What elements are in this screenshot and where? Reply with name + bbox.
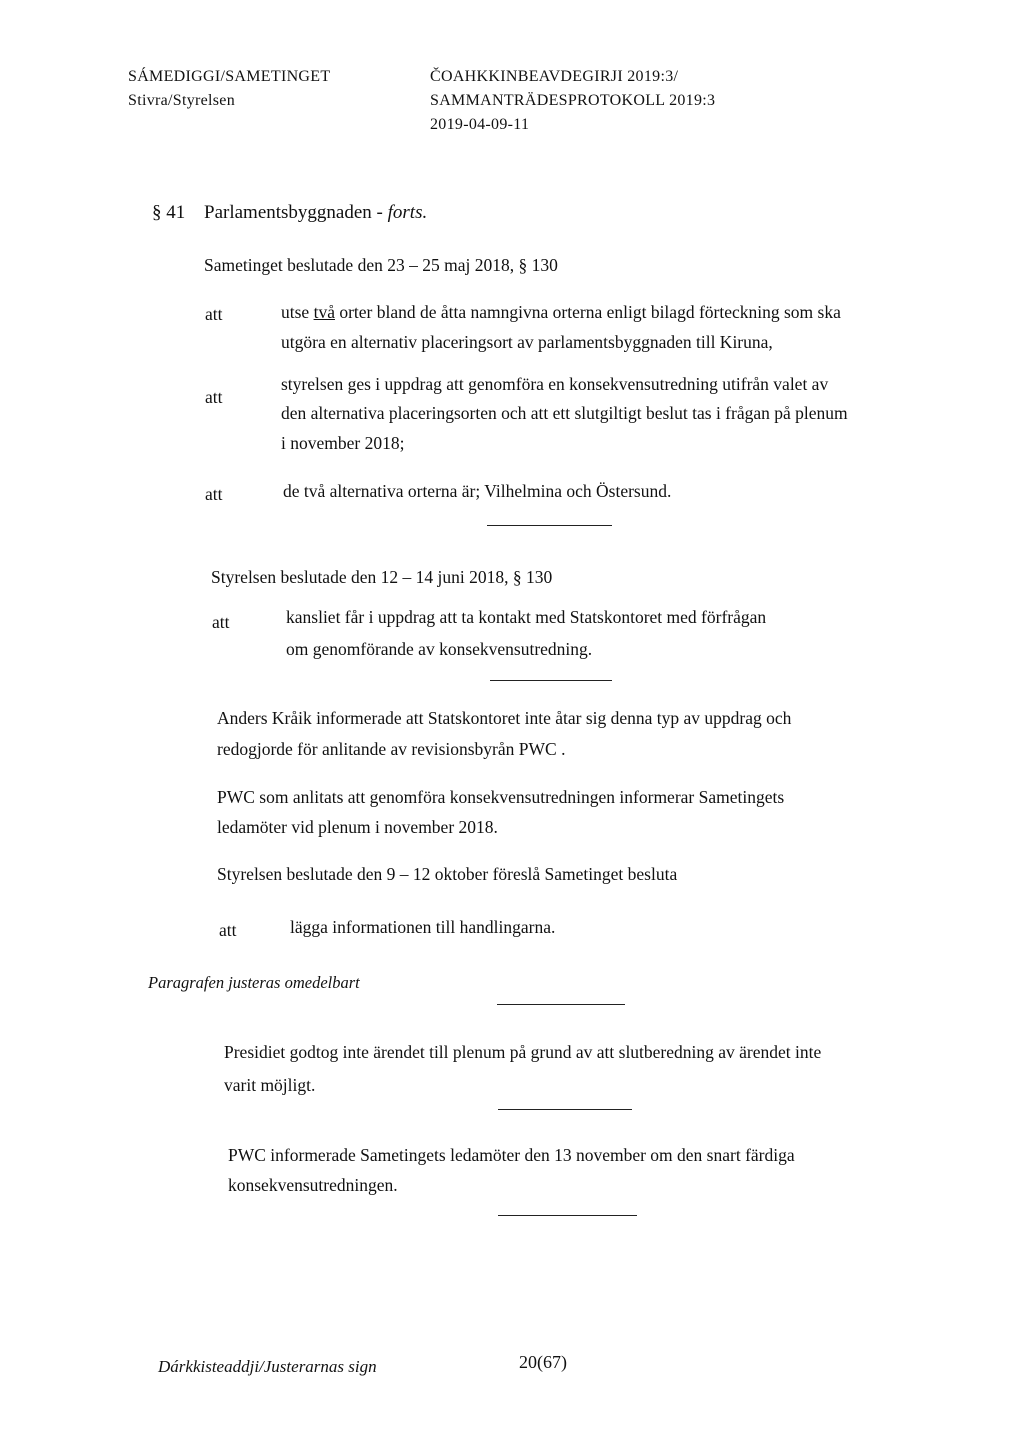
att-marker: att [205, 484, 223, 504]
decision-item-line: om genomförande av konsekvensutredning. [286, 639, 593, 659]
section-title-suffix: forts. [387, 202, 428, 223]
paragraph-line: ledamöter vid plenum i november 2018. [217, 817, 498, 837]
decision-item-line: styrelsen ges i uppdrag att genomföra en konsekvensutredning utifrån valet av [281, 374, 829, 394]
separator-line [490, 680, 612, 681]
protocol-number: SAMMANTRÄDESPROTOKOLL 2019:3 [430, 92, 716, 109]
protocol-title: ČOAHKKINBEAVDEGIRJI 2019:3/ [430, 68, 679, 85]
item-text-post: orter bland de åtta namngivna orterna enligt bilagd förteckning som ska [334, 302, 841, 322]
decision-item-line: kansliet får i uppdrag att ta kontakt med Statskontoret med förfrågan [286, 607, 767, 627]
att-marker: att [212, 612, 230, 632]
org-name: SÁMEDIGGI/SAMETINGET [128, 68, 331, 85]
paragraph-line: konsekvensutredningen. [228, 1175, 398, 1195]
decision-intro-1: Sametinget beslutade den 23 – 25 maj 2018, § 130 [204, 255, 558, 275]
paragraph-line: PWC informerade Sametingets ledamöter den 13 november om den snart färdiga [228, 1145, 795, 1165]
paragraph-line: redogjorde för anlitande av revisionsbyrån PWC . [217, 739, 566, 759]
item-text-pre: utse [281, 302, 314, 322]
decision-item-line: i november 2018; [281, 433, 405, 453]
page-number: 20(67) [519, 1352, 567, 1372]
separator-line [497, 1004, 625, 1005]
att-marker: att [205, 387, 223, 407]
meeting-date: 2019-04-09-11 [430, 116, 530, 133]
paragraph-line: PWC som anlitats att genomföra konsekvensutredningen informerar Sametingets [217, 787, 785, 807]
section-heading [204, 202, 427, 224]
item-text-underlined: två [313, 302, 335, 322]
decision-item-line: den alternativa placeringsorten och att ett slutgiltigt beslut tas i frågan på plenum [281, 403, 848, 423]
signature-label: Dárkkisteaddji/Justerarnas sign [158, 1357, 377, 1376]
section-title: Parlamentsbyggnaden - [204, 202, 383, 223]
att-marker: att [219, 920, 237, 940]
decision-intro-2: Styrelsen beslutade den 12 – 14 juni 2018, § 130 [211, 567, 553, 587]
decision-item-line: lägga informationen till handlingarna. [290, 917, 556, 937]
att-marker: att [205, 304, 223, 324]
decision-item-line [281, 300, 841, 325]
separator-line [498, 1215, 637, 1216]
paragraph-line: varit möjligt. [224, 1075, 316, 1095]
separator-line [498, 1109, 632, 1110]
decision-intro-3: Styrelsen beslutade den 9 – 12 oktober föreslå Sametinget besluta [217, 864, 678, 884]
decision-item-line: de två alternativa orterna är; Vilhelmina och Östersund. [283, 481, 672, 501]
paragraph-line: Presidiet godtog inte ärendet till plenum på grund av att slutberedning av ärendet inte [224, 1042, 822, 1062]
decision-item-line: utgöra en alternativ placeringsort av parlamentsbyggnaden till Kiruna, [281, 332, 773, 352]
section-number: § 41 [152, 202, 186, 223]
separator-line [487, 525, 612, 526]
org-unit: Stivra/Styrelsen [128, 92, 236, 109]
paragraph-line: Anders Kråik informerade att Statskontoret inte åtar sig denna typ av uppdrag och [217, 708, 792, 728]
adjustment-note: Paragrafen justeras omedelbart [148, 973, 360, 992]
